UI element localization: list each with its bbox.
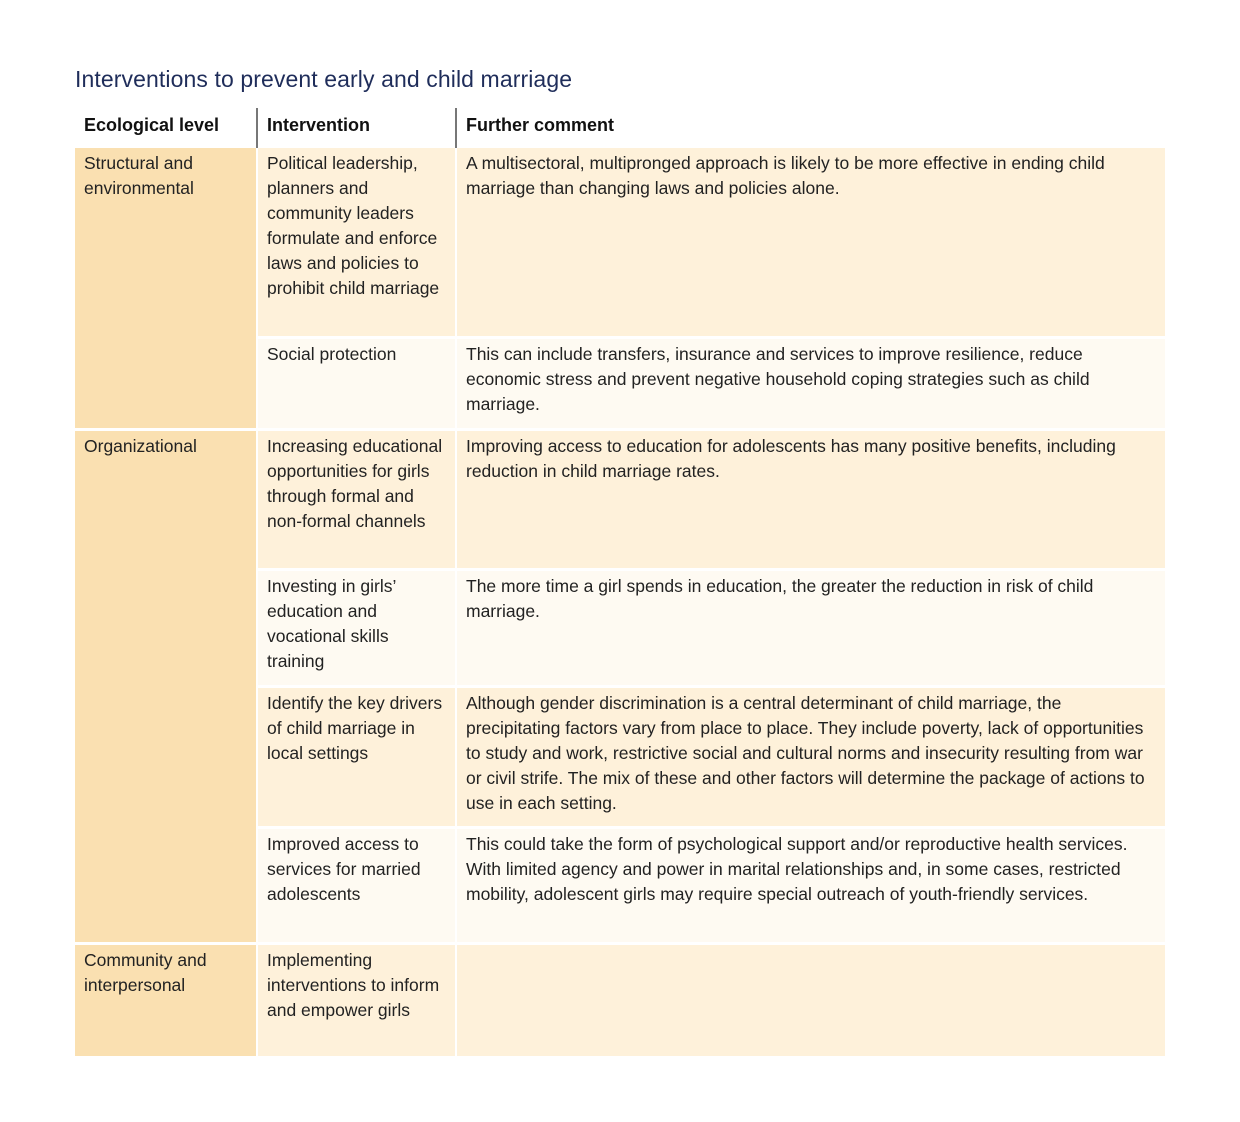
comment-cell: Improving access to education for adolescents has many positive benefits, including reduction in child marriage rates. bbox=[455, 431, 1165, 571]
interventions-table bbox=[75, 108, 1165, 1059]
intervention-cell: Social protection bbox=[256, 339, 455, 431]
header-ecological-level: Ecological level bbox=[84, 115, 220, 135]
comment-cell: This could take the form of psychological support and/or reproductive health services. With limited agency and power in marital relationships and, in some cases, restricted mobility, adolescent girls may require special outreach of youth-friendly services. bbox=[455, 829, 1165, 945]
intervention-cell: Investing in girls’ education and vocational skills training bbox=[256, 571, 455, 688]
intervention-cell: Identify the key drivers of child marriage in local settings bbox=[256, 688, 455, 829]
intervention-cell: Implementing interventions to inform and empower girls bbox=[256, 945, 455, 1059]
level-structural: Structural and environmental bbox=[75, 148, 256, 431]
comment-cell: A multisectoral, multipronged approach is likely to be more effective in ending child marriage than changing laws and policies alone. bbox=[455, 148, 1165, 339]
level-community: Community and interpersonal bbox=[75, 945, 256, 1059]
table-title: Interventions to prevent early and child marriage bbox=[75, 66, 573, 92]
comment-cell: This can include transfers, insurance and services to improve resilience, reduce economic stress and prevent negative household coping strategies such as child marriage. bbox=[455, 339, 1165, 431]
comment-cell: Although gender discrimination is a central determinant of child marriage, the precipitating factors vary from place to place. They include poverty, lack of opportunities to study and work, restrictive social and cultural norms and insecurity resulting from war or civil strife. The mix of these and other factors will determine the package of actions to use in each setting. bbox=[455, 688, 1165, 829]
intervention-cell: Political leadership, planners and community leaders formulate and enforce laws and policies to prohibit child marriage bbox=[256, 148, 455, 339]
header-intervention: Intervention bbox=[256, 108, 455, 148]
intervention-cell: Improved access to services for married adolescents bbox=[256, 829, 455, 945]
comment-cell: The more time a girl spends in education, the greater the reduction in risk of child marriage. bbox=[455, 571, 1165, 688]
header-further-comment: Further comment bbox=[455, 108, 1165, 148]
intervention-cell: Increasing educational opportunities for girls through formal and non-formal channels bbox=[256, 431, 455, 571]
comment-cell bbox=[455, 945, 1165, 1059]
level-organizational: Organizational bbox=[75, 431, 256, 945]
